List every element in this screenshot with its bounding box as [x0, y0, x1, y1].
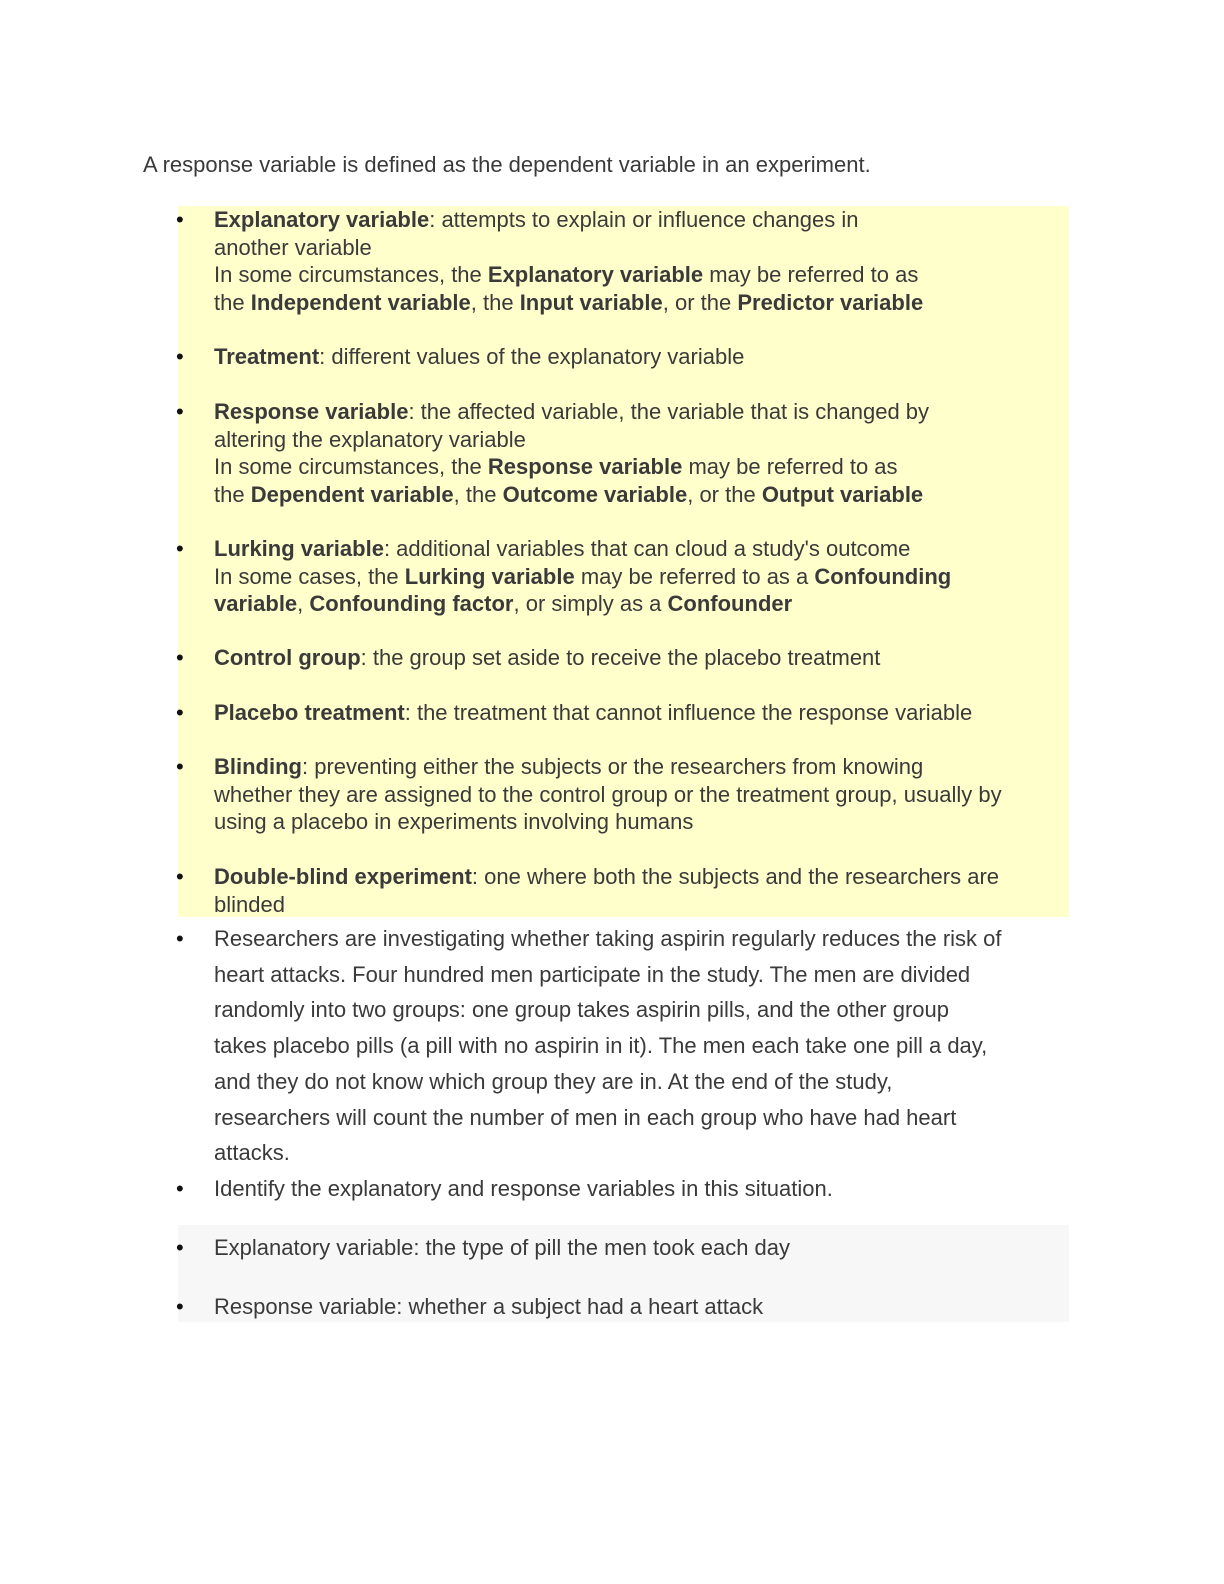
definition-lurking-variable: Lurking variable: additional variables that can cloud a study's outcome In some cases, the Lurking variable may be referred to as a Confounding variable, Confounding factor, or simply as a Confounder — [214, 536, 952, 616]
question-text: Identify the explanatory and response variables in this situation. — [214, 1176, 833, 1201]
answer-response: Response variable: whether a subject had a heart attack — [214, 1294, 764, 1319]
answer-explanatory: Explanatory variable: the type of pill the men took each day — [214, 1235, 791, 1260]
scenario-paragraph: Researchers are investigating whether taking aspirin regularly reduces the risk of heart attacks. Four hundred men participate in the study. The men are divided randomly into two groups: one group takes aspirin pills, and the other group takes placebo pills (a pill with no aspirin in it). The men each take one pill a day, and they do not know which group they are in. At the end of the study, researchers will count the number of men in each group who have had heart attacks. — [214, 926, 1002, 1166]
definition-blinding: Blinding: preventing either the subjects or the researchers from knowing whether they are assigned to the control group or the treatment group, usually by using a placebo in experiments involving humans — [214, 754, 1002, 834]
bullet-icon: • — [176, 864, 184, 889]
definition-explanatory-variable: Explanatory variable: attempts to explain or influence changes in another variable In some circumstances, the Explanatory variable may be referred to as the Independent variable, the Input variable, or the Predictor variable — [214, 207, 924, 315]
bullet-icon: • — [176, 926, 184, 951]
intro-sentence: A response variable is defined as the dependent variable in an experiment. — [143, 152, 871, 177]
bullet-icon: • — [176, 536, 184, 561]
definition-response-variable: Response variable: the affected variable, the variable that is changed by altering the explanatory variable In some circumstances, the Response variable may be referred to as the Dependent variable, the Outcome variable, or the Output variable — [214, 399, 930, 507]
definition-treatment: Treatment: different values of the explanatory variable — [214, 344, 745, 369]
bullet-icon: • — [176, 1294, 184, 1319]
bullet-icon: • — [176, 700, 184, 725]
term: Explanatory variable — [214, 207, 430, 232]
bullet-icon: • — [176, 645, 184, 670]
bullet-icon: • — [176, 207, 184, 232]
definition-double-blind-experiment: Double-blind experiment: one where both the subjects and the researchers are blinded — [214, 864, 1000, 917]
definition-control-group: Control group: the group set aside to receive the placebo treatment — [214, 645, 881, 670]
bullet-icon: • — [176, 344, 184, 369]
bullet-icon: • — [176, 1235, 184, 1260]
definition-placebo-treatment: Placebo treatment: the treatment that cannot influence the response variable — [214, 700, 973, 725]
bullet-icon: • — [176, 1176, 184, 1201]
bullet-icon: • — [176, 754, 184, 779]
bullet-icon: • — [176, 399, 184, 424]
